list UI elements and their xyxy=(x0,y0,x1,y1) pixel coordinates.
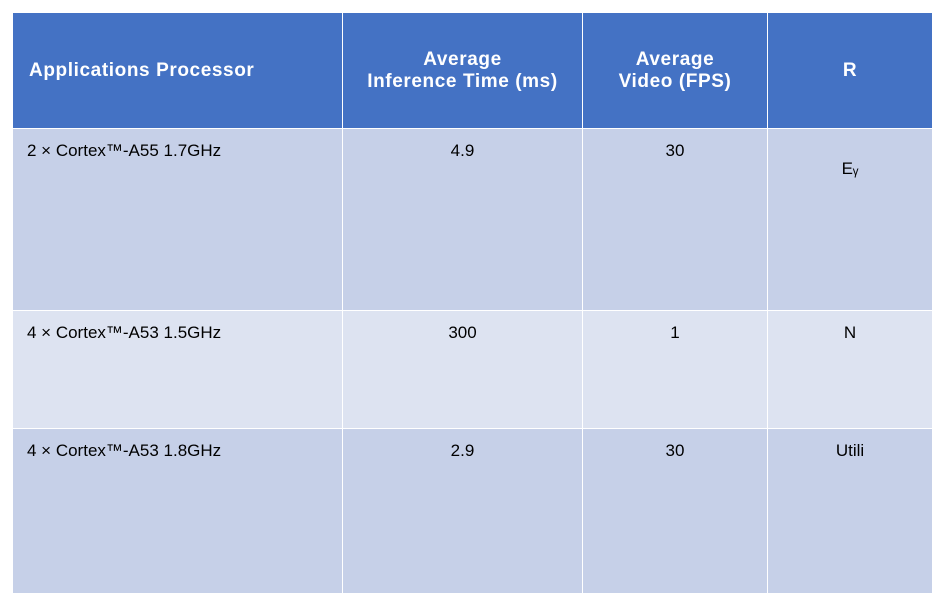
cell-results-text: Eᵧ xyxy=(841,159,859,178)
column-header-inference-time-line1: Average xyxy=(423,48,502,70)
table-body xyxy=(13,129,933,594)
header-row xyxy=(13,13,933,129)
cell-inference-time: 300 xyxy=(343,311,583,429)
cell-video-fps: 30 xyxy=(583,429,768,594)
column-header-inference-time xyxy=(343,13,583,129)
cell-video-fps: 1 xyxy=(583,311,768,429)
cell-processor: 4 × Cortex™-A53 1.5GHz xyxy=(13,311,343,429)
column-header-results xyxy=(768,13,933,129)
column-header-video-fps-line2: Video (FPS) xyxy=(618,70,732,92)
table-header xyxy=(13,13,933,129)
cell-processor: 2 × Cortex™-A55 1.7GHz xyxy=(13,129,343,311)
table-row xyxy=(13,311,933,429)
benchmark-table xyxy=(12,12,933,594)
cell-video-fps: 30 xyxy=(583,129,768,311)
column-header-video-fps xyxy=(583,13,768,129)
cell-processor: 4 × Cortex™-A53 1.8GHz xyxy=(13,429,343,594)
table-row xyxy=(13,429,933,594)
column-header-processor xyxy=(13,13,343,129)
column-header-inference-time-line2: Inference Time (ms) xyxy=(367,70,558,92)
column-header-processor-label: Applications Processor xyxy=(29,59,255,81)
cell-results xyxy=(768,429,933,594)
cell-inference-time: 4.9 xyxy=(343,129,583,311)
cell-results-text: Utili xyxy=(835,441,865,460)
cell-results xyxy=(768,129,933,311)
column-header-video-fps-line1: Average xyxy=(635,48,715,70)
column-header-results-label: R xyxy=(842,59,858,81)
cell-results xyxy=(768,311,933,429)
cell-inference-time: 2.9 xyxy=(343,429,583,594)
cell-results-text: N xyxy=(843,323,857,342)
table-row xyxy=(13,129,933,311)
